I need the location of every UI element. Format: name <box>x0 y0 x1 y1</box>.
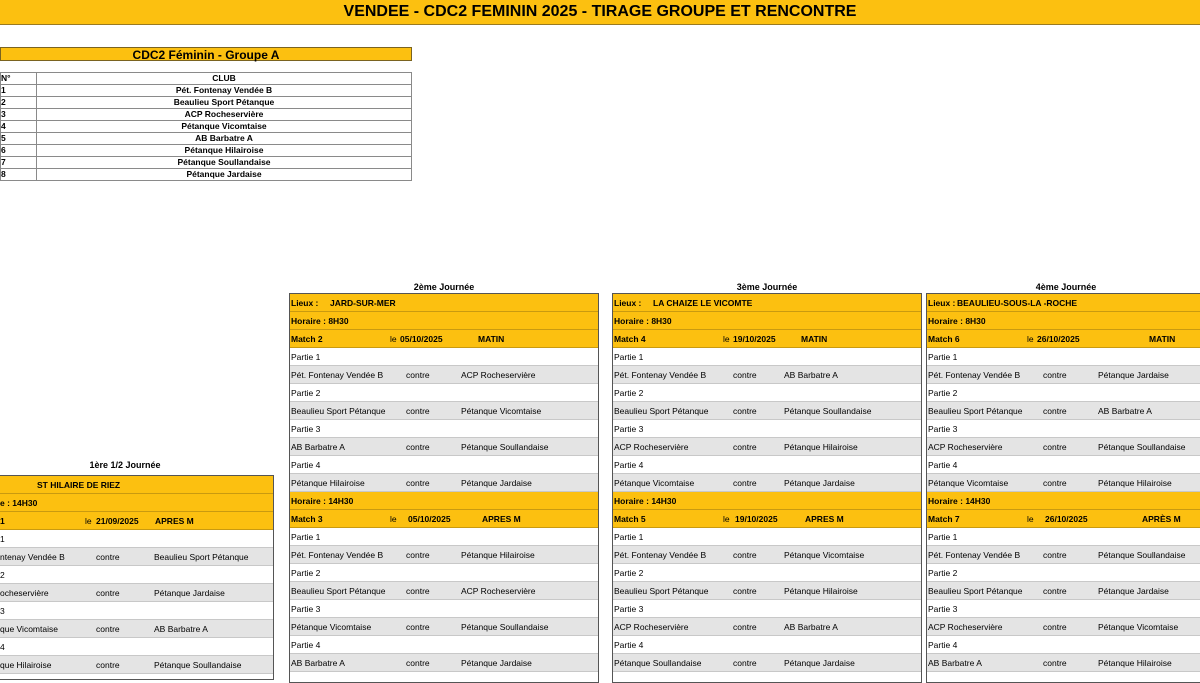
team-away: Pétanque Vicomtaise <box>1098 622 1179 632</box>
team-away: Pétanque Soullandaise <box>1098 550 1186 560</box>
team-away: Pétanque Jardaise <box>1098 586 1169 596</box>
team-home: Beaulieu Sport Pétanque <box>291 586 386 596</box>
lieu-value: BEAULIEU-SOUS-LA -ROCHE <box>957 298 1078 308</box>
match-row <box>927 438 1200 456</box>
partie-label: Partie 3 <box>614 424 644 434</box>
match-row <box>613 654 921 672</box>
match-header-row <box>613 510 921 528</box>
club-row <box>1 85 412 97</box>
horaire-label: Horaire : 14H30 <box>614 496 677 506</box>
match-date: 05/10/2025 <box>408 514 451 524</box>
team-away: AB Barbatre A <box>154 624 208 634</box>
contre-label: contre <box>1043 586 1067 596</box>
partie-label: Partie 2 <box>291 388 321 398</box>
match-period: APRES M <box>482 514 521 524</box>
team-home: Pét. Fontenay Vendée B <box>291 370 384 380</box>
lieu-value: LA CHAIZE LE VICOMTE <box>653 298 753 308</box>
partie-row <box>613 420 921 438</box>
match-row <box>0 584 273 602</box>
lieu-label: Lieux : <box>928 298 956 308</box>
partie-row <box>0 638 273 656</box>
partie-row <box>613 384 921 402</box>
team-home: ACP Rocheservière <box>928 442 1003 452</box>
match-date: 26/10/2025 <box>1037 334 1080 344</box>
partie-row <box>290 600 598 618</box>
club-num: 7 <box>1 157 37 169</box>
team-away: Pétanque Soullandaise <box>461 442 549 452</box>
team-away: ACP Rocheservière <box>461 370 536 380</box>
match-period: MATIN <box>478 334 505 344</box>
partie-label: Partie 1 <box>614 352 644 362</box>
journee-title: 3ème Journée <box>736 282 798 292</box>
match-row <box>0 620 273 638</box>
horaire-row <box>290 492 598 510</box>
contre-label: contre <box>96 588 120 598</box>
j1-period: APRES M <box>155 516 194 526</box>
team-away: Pétanque Jardaise <box>784 658 855 668</box>
j1-date: 21/09/2025 <box>96 516 139 526</box>
partie-label: Partie 4 <box>614 460 644 470</box>
journee-title: 4ème Journée <box>1035 282 1097 292</box>
partie-label: Partie 4 <box>291 460 321 470</box>
lieu-row <box>613 294 921 312</box>
partie-label: Partie 4 <box>614 640 644 650</box>
partie-row <box>613 348 921 366</box>
club-row <box>1 169 412 181</box>
team-away: Pétanque Hilairoise <box>1098 478 1172 488</box>
match-header-row <box>927 330 1200 348</box>
partie-label: Partie 3 <box>291 604 321 614</box>
journee-block <box>612 293 922 683</box>
partie-label: 2 <box>0 570 5 580</box>
j1-rows <box>0 530 273 674</box>
partie-row <box>927 600 1200 618</box>
match-row <box>613 582 921 600</box>
contre-label: contre <box>406 658 430 668</box>
team-away: AB Barbatre A <box>784 622 838 632</box>
match-row <box>0 656 273 674</box>
team-home: Beaulieu Sport Pétanque <box>614 586 709 596</box>
partie-label: 3 <box>0 606 5 616</box>
journee-title: 2ème Journée <box>413 282 475 292</box>
header-club: CLUB <box>37 73 412 85</box>
contre-label: contre <box>1043 478 1067 488</box>
le-label: le <box>390 514 397 524</box>
contre-label: contre <box>733 586 757 596</box>
contre-label: contre <box>733 550 757 560</box>
contre-label: contre <box>733 442 757 452</box>
team-home: ocheservière <box>0 588 49 598</box>
lieu-value: JARD-SUR-MER <box>330 298 396 308</box>
partie-row <box>0 566 273 584</box>
horaire-row <box>290 312 598 330</box>
partie-row <box>927 384 1200 402</box>
partie-row <box>290 384 598 402</box>
le-label: le <box>1027 514 1034 524</box>
club-num: 1 <box>1 85 37 97</box>
partie-row <box>0 530 273 548</box>
club-name: Pétanque Soullandaise <box>37 157 412 169</box>
contre-label: contre <box>406 478 430 488</box>
match-number: Match 4 <box>614 334 646 344</box>
team-home: Beaulieu Sport Pétanque <box>928 406 1023 416</box>
j1-horaire: e : 14H30 <box>0 498 38 508</box>
match-period: APRÈS M <box>1142 514 1181 524</box>
match-header-row <box>927 510 1200 528</box>
contre-label: contre <box>1043 658 1067 668</box>
team-home: Pét. Fontenay Vendée B <box>614 370 707 380</box>
team-home: ACP Rocheservière <box>614 622 689 632</box>
journee-block <box>926 293 1200 683</box>
le-label: le <box>723 334 730 344</box>
team-home: Beaulieu Sport Pétanque <box>614 406 709 416</box>
team-home: Pét. Fontenay Vendée B <box>291 550 384 560</box>
team-away: Pétanque Soullandaise <box>784 406 872 416</box>
team-away: Pétanque Jardaise <box>461 478 532 488</box>
partie-label: Partie 2 <box>614 568 644 578</box>
team-home: que Hilairoise <box>0 660 52 670</box>
partie-label: Partie 2 <box>928 388 958 398</box>
contre-label: contre <box>733 370 757 380</box>
horaire-row <box>613 492 921 510</box>
club-row <box>1 109 412 121</box>
le-label: le <box>723 514 730 524</box>
partie-label: 4 <box>0 642 5 652</box>
match-period: MATIN <box>1149 334 1176 344</box>
page-title: VENDEE - CDC2 FEMININ 2025 - TIRAGE GROUPE ET RENCONTRE <box>0 0 1200 25</box>
match-row <box>927 546 1200 564</box>
match-number: Match 7 <box>928 514 960 524</box>
partie-label: 1 <box>0 534 5 544</box>
le-label: le <box>390 334 397 344</box>
horaire-row <box>927 492 1200 510</box>
match-row <box>290 654 598 672</box>
team-home: AB Barbatre A <box>291 442 345 452</box>
team-home: ACP Rocheservière <box>928 622 1003 632</box>
lieu-row <box>290 294 598 312</box>
club-row <box>1 145 412 157</box>
match-row <box>613 546 921 564</box>
partie-label: Partie 1 <box>291 352 321 362</box>
partie-label: Partie 2 <box>928 568 958 578</box>
club-name: Pétanque Vicomtaise <box>37 121 412 133</box>
partie-row <box>290 456 598 474</box>
horaire-label: Horaire : 14H30 <box>928 496 991 506</box>
match-number: Match 6 <box>928 334 960 344</box>
match-row <box>927 582 1200 600</box>
team-home: Pétanque Hilairoise <box>291 478 365 488</box>
team-home: Pétanque Vicomtaise <box>291 622 372 632</box>
match-date: 19/10/2025 <box>733 334 776 344</box>
partie-row <box>613 456 921 474</box>
club-row <box>1 121 412 133</box>
team-away: Pétanque Soullandaise <box>1098 442 1186 452</box>
team-home: Pét. Fontenay Vendée B <box>928 370 1021 380</box>
club-num: 3 <box>1 109 37 121</box>
lieu-row <box>927 294 1200 312</box>
match-date: 26/10/2025 <box>1045 514 1088 524</box>
partie-label: Partie 3 <box>928 424 958 434</box>
match-row <box>0 548 273 566</box>
team-away: Pétanque Vicomtaise <box>784 550 865 560</box>
j1-lieu-row <box>0 476 273 494</box>
partie-label: Partie 3 <box>614 604 644 614</box>
team-away: Pétanque Jardaise <box>784 478 855 488</box>
contre-label: contre <box>733 478 757 488</box>
contre-label: contre <box>1043 406 1067 416</box>
match-date: 05/10/2025 <box>400 334 443 344</box>
partie-label: Partie 3 <box>291 424 321 434</box>
club-row <box>1 133 412 145</box>
match-number: Match 2 <box>291 334 323 344</box>
partie-label: Partie 1 <box>291 532 321 542</box>
contre-label: contre <box>1043 550 1067 560</box>
contre-label: contre <box>406 586 430 596</box>
journee-block <box>289 293 599 683</box>
match-row <box>613 402 921 420</box>
contre-label: contre <box>406 550 430 560</box>
team-away: Pétanque Jardaise <box>461 658 532 668</box>
journee-1-block <box>0 475 274 680</box>
j1-match-row <box>0 512 273 530</box>
contre-label: contre <box>733 622 757 632</box>
team-away: Pétanque Hilairoise <box>784 442 858 452</box>
match-header-row <box>290 510 598 528</box>
header-num: N° <box>1 73 37 85</box>
match-date: 19/10/2025 <box>735 514 778 524</box>
partie-row <box>290 348 598 366</box>
horaire-label: Horaire : 14H30 <box>291 496 354 506</box>
team-home: Beaulieu Sport Pétanque <box>928 586 1023 596</box>
lieu-label: Lieux : <box>291 298 319 308</box>
match-row <box>290 582 598 600</box>
partie-row <box>927 636 1200 654</box>
match-row <box>613 618 921 636</box>
team-home: Pét. Fontenay Vendée B <box>614 550 707 560</box>
match-header-row <box>613 330 921 348</box>
horaire-row <box>927 312 1200 330</box>
partie-row <box>613 528 921 546</box>
partie-label: Partie 4 <box>928 460 958 470</box>
contre-label: contre <box>96 552 120 562</box>
partie-row <box>927 456 1200 474</box>
partie-label: Partie 4 <box>291 640 321 650</box>
match-row <box>927 618 1200 636</box>
partie-label: Partie 4 <box>928 640 958 650</box>
contre-label: contre <box>733 406 757 416</box>
team-home: que Vicomtaise <box>0 624 58 634</box>
team-home: ACP Rocheservière <box>614 442 689 452</box>
partie-label: Partie 1 <box>614 532 644 542</box>
partie-row <box>927 564 1200 582</box>
team-home: AB Barbatre A <box>291 658 345 668</box>
team-home: Pét. Fontenay Vendée B <box>928 550 1021 560</box>
partie-row <box>290 528 598 546</box>
team-home: Pétanque Vicomtaise <box>614 478 695 488</box>
journee-1-title: 1ère 1/2 Journée <box>89 460 161 470</box>
match-number: Match 5 <box>614 514 646 524</box>
club-name: Beaulieu Sport Pétanque <box>37 97 412 109</box>
partie-row <box>613 600 921 618</box>
club-table <box>0 72 412 181</box>
le-label: le <box>1027 334 1034 344</box>
club-row <box>1 97 412 109</box>
match-row <box>927 654 1200 672</box>
partie-label: Partie 3 <box>928 604 958 614</box>
contre-label: contre <box>1043 622 1067 632</box>
horaire-row <box>613 312 921 330</box>
club-num: 8 <box>1 169 37 181</box>
team-away: Pétanque Hilairoise <box>1098 658 1172 668</box>
match-number: Match 3 <box>291 514 323 524</box>
contre-label: contre <box>733 658 757 668</box>
horaire-label: Horaire : 8H30 <box>928 316 986 326</box>
team-away: Pétanque Jardaise <box>1098 370 1169 380</box>
partie-row <box>927 528 1200 546</box>
partie-row <box>927 348 1200 366</box>
lieu-label: Lieux : <box>614 298 642 308</box>
j1-le: le <box>85 516 92 526</box>
team-home: ntenay Vendée B <box>0 552 65 562</box>
match-row <box>927 366 1200 384</box>
match-row <box>290 546 598 564</box>
match-row <box>927 402 1200 420</box>
club-name: Pétanque Jardaise <box>37 169 412 181</box>
contre-label: contre <box>96 624 120 634</box>
contre-label: contre <box>406 622 430 632</box>
team-away: Pétanque Jardaise <box>154 588 225 598</box>
contre-label: contre <box>406 442 430 452</box>
j1-horaire-row <box>0 494 273 512</box>
match-row <box>613 438 921 456</box>
team-home: Pétanque Soullandaise <box>614 658 702 668</box>
match-row <box>613 474 921 492</box>
group-title: CDC2 Féminin - Groupe A <box>0 47 412 61</box>
match-row <box>290 366 598 384</box>
team-away: Pétanque Soullandaise <box>154 660 242 670</box>
club-num: 5 <box>1 133 37 145</box>
match-row <box>290 438 598 456</box>
team-away: AB Barbatre A <box>1098 406 1152 416</box>
club-row <box>1 157 412 169</box>
club-name: Pét. Fontenay Vendée B <box>37 85 412 97</box>
team-away: Beaulieu Sport Pétanque <box>154 552 249 562</box>
match-row <box>290 474 598 492</box>
partie-label: Partie 2 <box>291 568 321 578</box>
team-away: ACP Rocheservière <box>461 586 536 596</box>
contre-label: contre <box>406 406 430 416</box>
horaire-label: Horaire : 8H30 <box>291 316 349 326</box>
partie-row <box>613 636 921 654</box>
contre-label: contre <box>406 370 430 380</box>
horaire-label: Horaire : 8H30 <box>614 316 672 326</box>
team-home: Pétanque Vicomtaise <box>928 478 1009 488</box>
team-home: AB Barbatre A <box>928 658 982 668</box>
match-row <box>613 366 921 384</box>
partie-label: Partie 1 <box>928 352 958 362</box>
club-name: ACP Rocheservière <box>37 109 412 121</box>
club-name: AB Barbatre A <box>37 133 412 145</box>
j1-lieu: ST HILAIRE DE RIEZ <box>37 480 121 490</box>
contre-label: contre <box>96 660 120 670</box>
club-num: 2 <box>1 97 37 109</box>
match-period: APRES M <box>805 514 844 524</box>
match-row <box>927 474 1200 492</box>
contre-label: contre <box>1043 442 1067 452</box>
match-period: MATIN <box>801 334 828 344</box>
club-name: Pétanque Hilairoise <box>37 145 412 157</box>
team-away: Pétanque Vicomtaise <box>461 406 542 416</box>
partie-row <box>927 420 1200 438</box>
partie-row <box>613 564 921 582</box>
team-away: Pétanque Soullandaise <box>461 622 549 632</box>
match-row <box>290 402 598 420</box>
partie-row <box>290 564 598 582</box>
partie-row <box>0 602 273 620</box>
match-header-row <box>290 330 598 348</box>
match-row <box>290 618 598 636</box>
partie-label: Partie 2 <box>614 388 644 398</box>
partie-row <box>290 636 598 654</box>
partie-label: Partie 1 <box>928 532 958 542</box>
partie-row <box>290 420 598 438</box>
contre-label: contre <box>1043 370 1067 380</box>
team-away: AB Barbatre A <box>784 370 838 380</box>
club-num: 4 <box>1 121 37 133</box>
team-home: Beaulieu Sport Pétanque <box>291 406 386 416</box>
team-away: Pétanque Hilairoise <box>784 586 858 596</box>
club-num: 6 <box>1 145 37 157</box>
club-table-header <box>1 73 412 85</box>
team-away: Pétanque Hilairoise <box>461 550 535 560</box>
j1-match: 1 <box>0 516 5 526</box>
